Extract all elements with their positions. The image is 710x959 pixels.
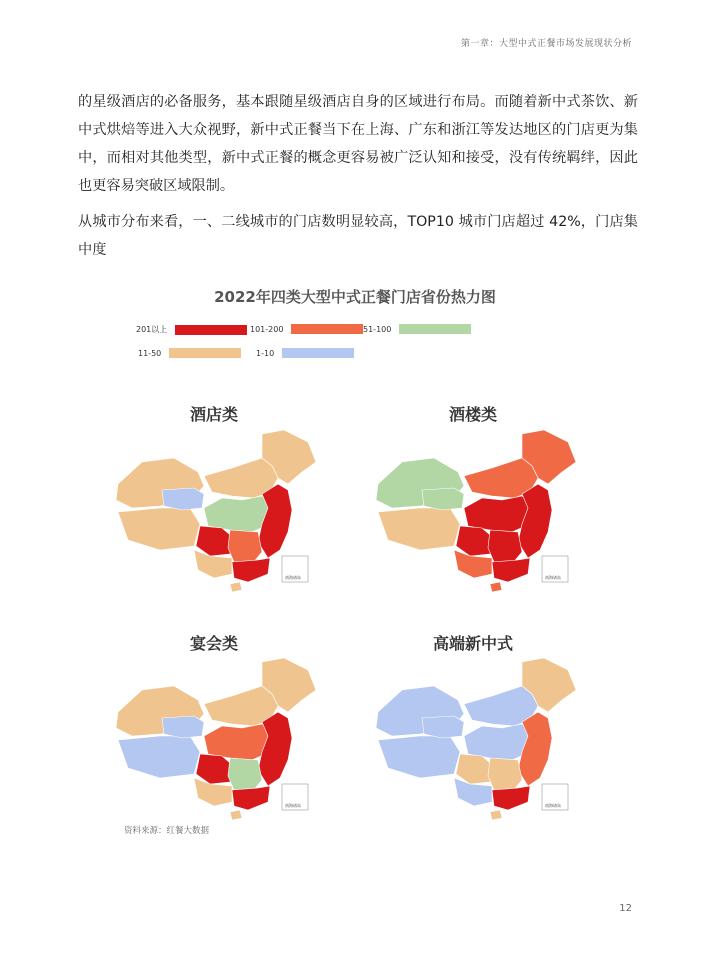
chart-title: 2022年四类大型中式正餐门店省份热力图: [214, 288, 496, 306]
region-hainan: [230, 582, 242, 592]
region-hainan: [230, 810, 242, 820]
body-text: [78, 88, 638, 272]
legend-swatch: [169, 348, 241, 358]
scs-label: 南海诸岛: [285, 575, 301, 580]
legend: [120, 320, 600, 370]
legend-item-51-100: [363, 324, 471, 334]
legend-swatch: [291, 324, 363, 334]
panel-title-banquet: 宴会类: [189, 634, 238, 653]
map-hotel: [112, 428, 322, 598]
scs-label: 南海诸岛: [545, 575, 561, 580]
region-qinghai: [422, 716, 464, 738]
page-number: 12: [619, 903, 632, 914]
region-tibet: [118, 736, 200, 778]
region-southcentral: [228, 530, 262, 564]
region-east: [258, 484, 292, 558]
region-tibet: [378, 736, 460, 778]
panel-title-restaurant: 酒楼类: [448, 405, 497, 424]
map-highend: [372, 656, 582, 826]
legend-label: 201以上: [136, 325, 168, 334]
chapter-header: 第一章：大型中式正餐市场发展现状分析: [460, 39, 632, 49]
region-tibet: [378, 508, 460, 550]
region-east: [518, 484, 552, 558]
source-note: 资料来源：红餐大数据: [124, 826, 210, 836]
legend-label: 51-100: [363, 324, 392, 334]
legend-label: 101-200: [250, 324, 284, 334]
legend-swatch: [175, 325, 247, 335]
paragraph-2: 从城市分布来看，一、二线城市的门店数明显较高，TOP10 城市门店超过 42%，门店集中度: [78, 214, 638, 258]
region-southcentral: [488, 758, 522, 792]
region-south: [492, 558, 530, 582]
map-restaurant: [372, 428, 582, 598]
legend-item-1-10: [256, 348, 354, 358]
map-banquet: [112, 656, 322, 826]
panel-title-hotel: 酒店类: [189, 405, 238, 424]
region-south: [492, 786, 530, 810]
region-tibet: [118, 508, 200, 550]
legend-swatch: [399, 324, 471, 334]
legend-label: 11-50: [138, 348, 162, 358]
region-qinghai: [162, 716, 204, 738]
panel-title-highend: 高端新中式: [432, 634, 513, 653]
legend-swatch: [282, 348, 354, 358]
paragraph-1: 的星级酒店的必备服务，基本跟随星级酒店自身的区域进行布局。而随着新中式茶饮、新中式烘焙等进入大众视野，新中式正餐当下在上海、广东和浙江等发达地区的门店更为集中，而相对其他类型，新中式正餐的概念更容易被广泛认知和接受，没有传统羁绊，因此也更容易突破区域限制。: [78, 94, 638, 194]
region-south: [232, 786, 270, 810]
region-south: [232, 558, 270, 582]
scs-label: 南海诸岛: [545, 803, 561, 808]
scs-label: 南海诸岛: [285, 803, 301, 808]
legend-item-201plus: [136, 324, 247, 335]
region-hainan: [490, 582, 502, 592]
region-qinghai: [162, 488, 204, 510]
region-southcentral: [228, 758, 262, 792]
region-east: [258, 712, 292, 786]
legend-item-101-200: [250, 324, 363, 334]
region-hainan: [490, 810, 502, 820]
region-qinghai: [422, 488, 464, 510]
region-southcentral: [488, 530, 522, 564]
legend-label: 1-10: [256, 348, 275, 358]
region-east: [518, 712, 552, 786]
legend-item-11-50: [138, 348, 241, 358]
